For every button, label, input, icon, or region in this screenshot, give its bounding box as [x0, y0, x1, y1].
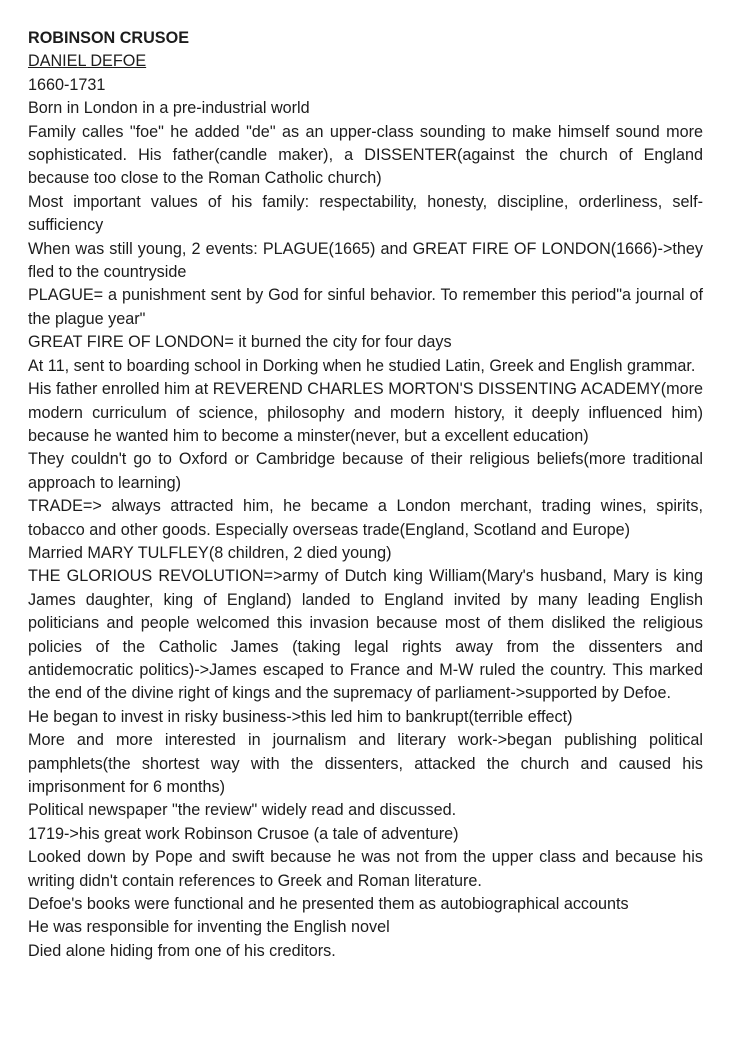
- paragraph: Most important values of his family: respectability, honesty, discipline, orderliness, self-sufficiency: [28, 192, 703, 235]
- paragraph: Looked down by Pope and swift because he was not from the upper class and because his writing didn't contain references to Greek and Roman literature.: [28, 848, 703, 890]
- paragraph: 1719->his great work Robinson Crusoe (a tale of adventure): [28, 824, 459, 843]
- paragraph: 1660-1731: [28, 75, 106, 94]
- paragraph: Political newspaper "the review" widely read and discussed.: [28, 801, 457, 820]
- paragraph: Family calles "foe" he added "de" as an upper-class sounding to make himself sound more sophisticated. His father(candle maker), a DISSENTER(against the church of England because too close to the Roman Catholic church): [28, 122, 703, 188]
- paragraph: PLAGUE= a punishment sent by God for sinful behavior. To remember this period"a journal of the plague year": [28, 286, 703, 328]
- document-page: [28, 27, 703, 963]
- paragraph: TRADE=> always attracted him, he became a London merchant, trading wines, spirits, tobacco and other goods. Especially overseas trade(England, Scotland and Europe): [28, 497, 703, 539]
- paragraph: THE GLORIOUS REVOLUTION=>army of Dutch king William(Mary's husband, Mary is king James daughter, king of England) landed to England invited by many leading English politicians and people welcomed this invasion because most of them disliked the religious policies of the Catholic James (taking legal rights away from the dissenters and antidemocratic politics)->James escaped to France and M-W ruled the country. This marked the end of the divine right of kings and the supremacy of parliament->supported by Defoe.: [28, 567, 703, 703]
- paragraph: Born in London in a pre-industrial world: [28, 99, 310, 118]
- author-name: DANIEL DEFOE: [28, 52, 147, 71]
- document-title: ROBINSON CRUSOE: [28, 29, 189, 47]
- paragraph: At 11, sent to boarding school in Dorking when he studied Latin, Greek and English grammar.: [28, 356, 696, 375]
- paragraph: Married MARY TULFLEY(8 children, 2 died young): [28, 543, 392, 562]
- paragraph: They couldn't go to Oxford or Cambridge because of their religious beliefs(more traditional approach to learning): [28, 450, 703, 492]
- paragraph: More and more interested in journalism and literary work->began publishing political pamphlets(the shortest way with the dissenters, attacked the church and caused his imprisonment for 6 months): [28, 731, 703, 796]
- paragraph: GREAT FIRE OF LONDON= it burned the city for four days: [28, 333, 452, 352]
- paragraph: He was responsible for inventing the English novel: [28, 918, 390, 937]
- paragraph-list: [28, 74, 703, 963]
- paragraph: His father enrolled him at REVEREND CHARLES MORTON'S DISSENTING ACADEMY(more modern curriculum of science, philosophy and modern history, it deeply influenced him) because he wanted him to become a minster(never, but a excellent education): [28, 380, 703, 445]
- paragraph: Died alone hiding from one of his creditors.: [28, 941, 336, 960]
- paragraph: Defoe's books were functional and he presented them as autobiographical accounts: [28, 895, 629, 914]
- paragraph: When was still young, 2 events: PLAGUE(1665) and GREAT FIRE OF LONDON(1666)->they fled to the countryside: [28, 239, 703, 282]
- paragraph: He began to invest in risky business->this led him to bankrupt(terrible effect): [28, 707, 573, 726]
